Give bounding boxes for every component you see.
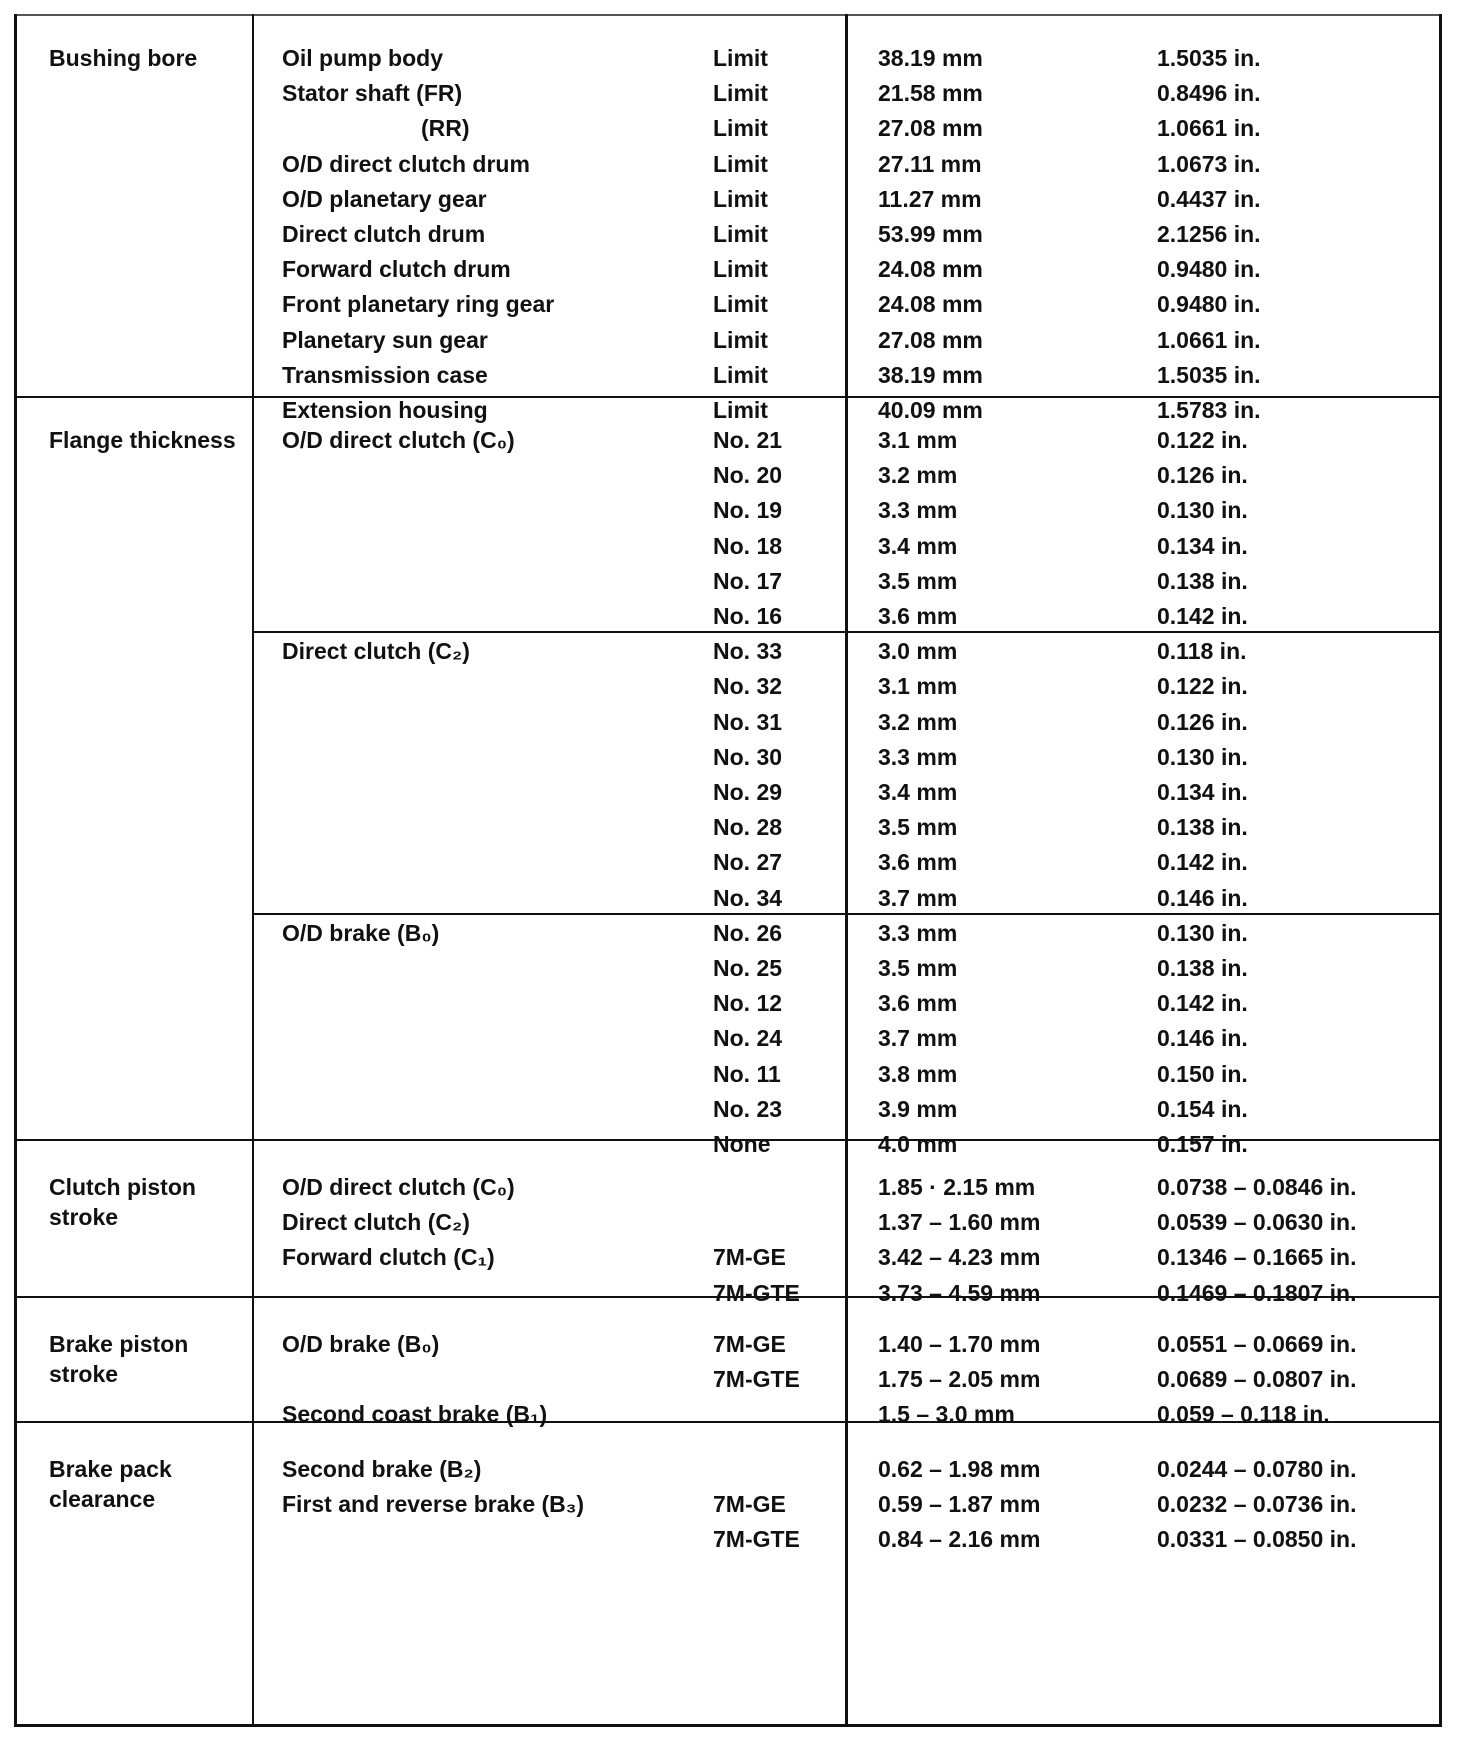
value-inch: 0.0689 – 0.0807 in. — [1157, 1366, 1357, 1393]
category-label: stroke — [49, 1361, 119, 1387]
value-inch: 0.142 in. — [1157, 603, 1248, 629]
table-row — [17, 1126, 1439, 1162]
table-row — [17, 286, 1439, 322]
item-name: Second brake (B₂) — [282, 1456, 482, 1482]
table-row — [17, 422, 1439, 458]
category-label: Brake piston — [49, 1331, 189, 1357]
table-row — [17, 110, 1439, 146]
table-row — [17, 357, 1439, 393]
value-mm: 24.08 mm — [878, 291, 983, 318]
value-mm: 3.42 – 4.23 mm — [878, 1244, 1041, 1271]
table-row — [17, 1451, 1439, 1487]
item-name: First and reverse brake (B₃) — [282, 1491, 585, 1518]
condition: 7M-GE — [713, 1244, 786, 1271]
condition: None — [713, 1131, 771, 1157]
condition: 7M-GTE — [713, 1366, 800, 1393]
value-inch: 0.157 in. — [1157, 1131, 1248, 1157]
value-mm: 3.2 mm — [878, 462, 958, 489]
table-row — [17, 1396, 1439, 1432]
condition: No. 21 — [713, 427, 783, 453]
value-inch: 0.118 in. — [1157, 638, 1247, 665]
value-mm: 1.75 – 2.05 mm — [878, 1366, 1041, 1393]
value-inch: 0.130 in. — [1157, 497, 1248, 524]
item-name: Forward clutch drum — [282, 256, 511, 283]
value-inch: 0.126 in. — [1157, 462, 1248, 489]
condition: No. 28 — [713, 814, 783, 841]
section-separator — [17, 1421, 1439, 1423]
value-mm: 3.4 mm — [878, 532, 958, 559]
item-name: O/D planetary gear — [282, 185, 487, 212]
value-inch: 0.134 in. — [1157, 532, 1248, 559]
value-inch: 0.122 in. — [1157, 673, 1248, 700]
value-mm: 38.19 mm — [878, 45, 983, 71]
condition: Limit — [713, 80, 768, 107]
table-row — [17, 492, 1439, 528]
value-inch: 0.0232 – 0.0736 in. — [1157, 1491, 1357, 1518]
item-name: Second coast brake (B₁) — [282, 1401, 548, 1428]
value-inch: 2.1256 in. — [1157, 221, 1261, 247]
value-inch: 0.9480 in. — [1157, 256, 1261, 283]
table-row — [17, 1020, 1439, 1056]
table-row — [17, 844, 1439, 880]
table-row — [17, 528, 1439, 564]
value-mm: 1.5 – 3.0 mm — [878, 1401, 1015, 1428]
table-row — [17, 563, 1439, 599]
value-inch: 0.4437 in. — [1157, 185, 1261, 212]
table-row — [17, 1521, 1439, 1557]
condition: Limit — [713, 185, 768, 212]
value-mm: 0.84 – 2.16 mm — [878, 1526, 1041, 1553]
value-inch: 0.126 in. — [1157, 708, 1248, 735]
table-row — [17, 1056, 1439, 1092]
category-label: Clutch piston — [49, 1174, 196, 1200]
table-row — [17, 880, 1439, 916]
value-inch: 0.059 – 0.118 in. — [1157, 1401, 1330, 1428]
condition: No. 17 — [713, 567, 783, 594]
table-row — [17, 1239, 1439, 1275]
table-row — [17, 1169, 1439, 1205]
condition: Limit — [713, 256, 768, 283]
item-name: O/D direct clutch (C₀) — [282, 427, 515, 453]
value-mm: 3.6 mm — [878, 990, 958, 1017]
condition: Limit — [713, 150, 768, 177]
condition: No. 19 — [713, 497, 783, 524]
value-mm: 3.8 mm — [878, 1060, 958, 1087]
value-mm: 53.99 mm — [878, 221, 983, 247]
item-name: Direct clutch drum — [282, 221, 486, 247]
item-name: Transmission case — [282, 361, 488, 388]
value-inch: 0.1346 – 0.1665 in. — [1157, 1244, 1357, 1271]
value-mm: 3.1 mm — [878, 673, 958, 700]
value-inch: 0.8496 in. — [1157, 80, 1261, 107]
table-top-rule — [17, 14, 1439, 16]
table-row — [17, 950, 1439, 986]
table-row — [17, 216, 1439, 252]
item-name: Oil pump body — [282, 45, 443, 71]
value-inch: 0.130 in. — [1157, 919, 1248, 946]
value-inch: 1.0661 in. — [1157, 326, 1261, 353]
value-mm: 1.40 – 1.70 mm — [878, 1331, 1041, 1357]
value-mm: 3.3 mm — [878, 919, 958, 946]
condition: No. 12 — [713, 990, 783, 1017]
item-name: Front planetary ring gear — [282, 291, 555, 318]
table-row — [17, 40, 1439, 76]
value-mm: 3.5 mm — [878, 814, 958, 841]
table-row — [17, 1204, 1439, 1240]
section-separator — [17, 396, 1439, 398]
value-inch: 1.0661 in. — [1157, 115, 1261, 142]
condition: 7M-GE — [713, 1491, 786, 1518]
item-name: Direct clutch (C₂) — [282, 638, 470, 665]
table-row — [17, 1275, 1439, 1311]
value-inch: 0.150 in. — [1157, 1060, 1248, 1087]
value-inch: 1.0673 in. — [1157, 150, 1261, 177]
value-inch: 0.142 in. — [1157, 849, 1248, 876]
condition: No. 16 — [713, 603, 783, 629]
condition: Limit — [713, 291, 768, 318]
table-row — [17, 739, 1439, 775]
table-row — [17, 704, 1439, 740]
value-inch: 0.0331 – 0.0850 in. — [1157, 1526, 1357, 1553]
value-mm: 3.5 mm — [878, 567, 958, 594]
value-inch: 0.1469 – 0.1807 in. — [1157, 1279, 1357, 1306]
value-inch: 0.138 in. — [1157, 567, 1248, 594]
condition: No. 18 — [713, 532, 783, 559]
item-name: Direct clutch (C₂) — [282, 1209, 470, 1236]
item-name: O/D brake (B₀) — [282, 919, 440, 946]
value-mm: 21.58 mm — [878, 80, 983, 107]
condition: 7M-GTE — [713, 1526, 800, 1553]
item-name: O/D direct clutch (C₀) — [282, 1174, 515, 1200]
item-name: Forward clutch (C₁) — [282, 1244, 495, 1271]
condition: No. 27 — [713, 849, 783, 876]
value-mm: 3.6 mm — [878, 849, 958, 876]
table-row — [17, 146, 1439, 182]
value-mm: 3.7 mm — [878, 1025, 958, 1052]
table-row — [17, 985, 1439, 1021]
condition: No. 23 — [713, 1095, 783, 1122]
value-mm: 3.7 mm — [878, 884, 958, 911]
value-mm: 3.3 mm — [878, 743, 958, 770]
value-mm: 3.6 mm — [878, 603, 958, 629]
table-row — [17, 809, 1439, 845]
value-mm: 11.27 mm — [878, 185, 982, 212]
value-inch: 1.5035 in. — [1157, 45, 1261, 71]
value-inch: 0.154 in. — [1157, 1095, 1248, 1122]
condition: Limit — [713, 361, 768, 388]
table-row — [17, 633, 1439, 669]
category-label: Brake pack — [49, 1456, 172, 1482]
value-inch: 0.122 in. — [1157, 427, 1248, 453]
value-inch: 0.0539 – 0.0630 in. — [1157, 1209, 1357, 1236]
condition: Limit — [713, 326, 768, 353]
value-mm: 1.37 – 1.60 mm — [878, 1209, 1041, 1236]
category-label: Flange thickness — [49, 427, 236, 453]
value-mm: 3.0 mm — [878, 638, 958, 665]
condition: No. 24 — [713, 1025, 783, 1052]
condition: No. 25 — [713, 955, 783, 981]
value-mm: 40.09 mm — [878, 397, 983, 423]
value-mm: 0.62 – 1.98 mm — [878, 1456, 1041, 1482]
table-row — [17, 181, 1439, 217]
condition: No. 20 — [713, 462, 783, 489]
value-inch: 0.130 in. — [1157, 743, 1248, 770]
condition: 7M-GE — [713, 1331, 786, 1357]
item-name: Planetary sun gear — [282, 326, 488, 353]
table-row — [17, 915, 1439, 951]
value-inch: 0.9480 in. — [1157, 291, 1261, 318]
condition: Limit — [713, 115, 768, 142]
value-mm: 3.5 mm — [878, 955, 958, 981]
condition: No. 31 — [713, 708, 783, 735]
item-name: Extension housing — [282, 397, 488, 423]
table-row — [17, 1486, 1439, 1522]
value-inch: 0.0551 – 0.0669 in. — [1157, 1331, 1357, 1357]
condition: Limit — [713, 221, 768, 247]
value-mm: 1.85 · 2.15 mm — [878, 1174, 1036, 1200]
table-row — [17, 774, 1439, 810]
value-mm: 27.08 mm — [878, 326, 983, 353]
spec-table — [14, 14, 1442, 1727]
condition: No. 11 — [713, 1060, 781, 1087]
value-inch: 1.5035 in. — [1157, 361, 1261, 388]
condition: No. 26 — [713, 919, 783, 946]
value-mm: 38.19 mm — [878, 361, 983, 388]
value-inch: 0.142 in. — [1157, 990, 1248, 1017]
category-label: stroke — [49, 1204, 119, 1230]
value-mm: 4.0 mm — [878, 1131, 958, 1157]
value-mm: 27.08 mm — [878, 115, 983, 142]
value-mm: 3.4 mm — [878, 779, 958, 805]
condition: Limit — [713, 45, 768, 71]
table-row — [17, 1091, 1439, 1127]
table-row — [17, 322, 1439, 358]
condition: No. 32 — [713, 673, 783, 700]
value-inch: 0.0244 – 0.0780 in. — [1157, 1456, 1357, 1482]
value-inch: 0.134 in. — [1157, 779, 1248, 805]
value-inch: 0.0738 – 0.0846 in. — [1157, 1174, 1357, 1200]
value-inch: 0.146 in. — [1157, 1025, 1248, 1052]
value-mm: 27.11 mm — [878, 150, 982, 177]
value-inch: 0.146 in. — [1157, 884, 1248, 911]
table-row — [17, 1326, 1439, 1362]
condition: 7M-GTE — [713, 1279, 800, 1306]
condition: No. 34 — [713, 884, 783, 911]
value-mm: 3.73 – 4.59 mm — [878, 1279, 1041, 1306]
table-row — [17, 598, 1439, 634]
item-name: O/D direct clutch drum — [282, 150, 530, 177]
table-row — [17, 1361, 1439, 1397]
value-inch: 1.5783 in. — [1157, 397, 1261, 423]
section-separator — [17, 1139, 1439, 1141]
value-mm: 3.1 mm — [878, 427, 958, 453]
condition: No. 33 — [713, 638, 783, 665]
table-row — [17, 251, 1439, 287]
item-name: Stator shaft (FR) — [282, 80, 463, 107]
value-mm: 3.9 mm — [878, 1095, 958, 1122]
value-inch: 0.138 in. — [1157, 814, 1248, 841]
value-inch: 0.138 in. — [1157, 955, 1248, 981]
value-mm: 3.2 mm — [878, 708, 958, 735]
condition: Limit — [713, 397, 768, 423]
table-row — [17, 668, 1439, 704]
value-mm: 3.3 mm — [878, 497, 958, 524]
condition: No. 30 — [713, 743, 783, 770]
condition: No. 29 — [713, 779, 783, 805]
table-row — [17, 75, 1439, 111]
item-name: (RR) — [421, 115, 470, 142]
value-mm: 24.08 mm — [878, 256, 983, 283]
item-name: O/D brake (B₀) — [282, 1331, 440, 1357]
category-label: clearance — [49, 1486, 156, 1512]
category-label: Bushing bore — [49, 45, 198, 71]
table-row — [17, 457, 1439, 493]
section-separator — [17, 1296, 1439, 1298]
value-mm: 0.59 – 1.87 mm — [878, 1491, 1041, 1518]
